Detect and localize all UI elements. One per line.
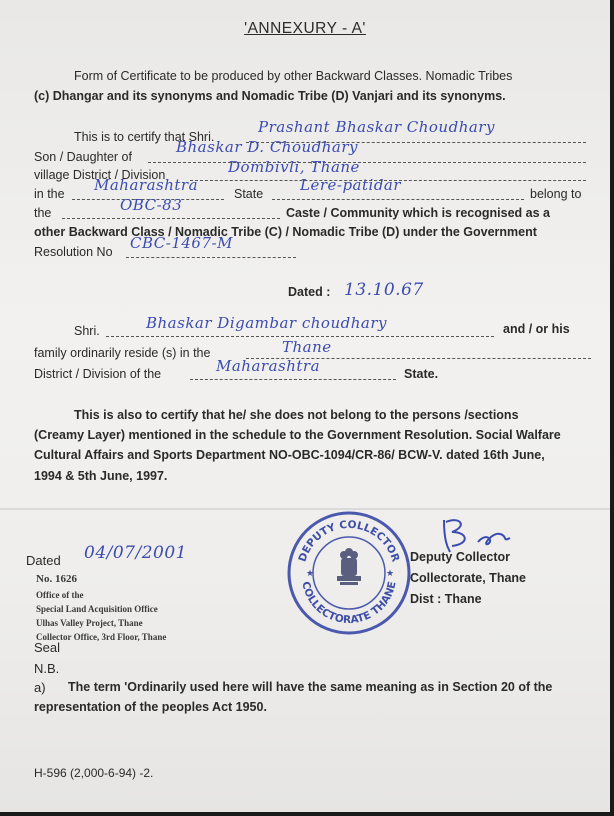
obc-value: OBC-83 [120, 196, 183, 214]
creamy-line-4: 1994 & 5th June, 1997. [34, 469, 168, 483]
residence-shri-value: Bhaskar Digambar choudhary [146, 314, 387, 332]
svg-text:★: ★ [306, 568, 315, 578]
district-label: District / Division of the [34, 367, 162, 381]
office-no: No. 1626 [36, 573, 77, 585]
backward-class-text: other Backward Class / Nomadic Tribe (C) / Nomadic Tribe (D) under the Government [34, 225, 537, 239]
son-daughter-value: Bhaskar D. Choudhary [176, 138, 359, 156]
stamp-bottom-text: COLLECTORATE THANE [299, 580, 399, 627]
shri-value: Prashant Bhaskar Choudhary [258, 118, 495, 136]
nb-item-line-2: representation of the peoples Act 1950. [34, 700, 267, 714]
footer-dated-label: Dated [26, 553, 61, 568]
dated-label: Dated : [288, 285, 331, 299]
office-line-4: Collector Office, 3rd Floor, Thane [36, 632, 167, 642]
office-line-1: Office of the [36, 590, 84, 600]
in-the-label: in the [34, 187, 65, 201]
intro-line-2: (c) Dhangar and its synonyms and Nomadic Tribe (D) Vanjari and its synonyms. [34, 89, 506, 103]
family-reside-label: family ordinarily reside (s) in the [34, 346, 211, 360]
certify-shri-label: This is to certify that Shri. [74, 130, 215, 144]
resolution-line [126, 257, 296, 258]
state-label-2: State. [404, 367, 439, 381]
and-or-his: and / or his [503, 322, 570, 336]
footer-dated-value: 04/07/2001 [84, 543, 187, 563]
in-the-value: Maharashtra [94, 176, 199, 194]
caste-line [272, 199, 524, 200]
emblem-icon [337, 548, 361, 585]
resolution-value: CBC-1467-M [130, 234, 233, 252]
svg-text:★: ★ [386, 568, 395, 578]
family-reside-value: Thane [282, 338, 332, 356]
resolution-label: Resolution No [34, 245, 113, 259]
district-value: Maharashtra [216, 357, 321, 375]
caste-value: Lere-patidar [300, 176, 402, 194]
dated-value: 13.10.67 [344, 280, 424, 300]
form-code: H-596 (2,000-6-94) -2. [34, 766, 154, 780]
son-daughter-label: Son / Daughter of [34, 150, 132, 164]
state-label-1: State [234, 187, 264, 201]
residence-shri-label: Shri. [74, 324, 100, 338]
district-line [190, 379, 396, 380]
village-value: Dombivli, Thane [228, 158, 360, 176]
office-line-3: Ulhas Valley Project, Thane [36, 618, 143, 628]
son-line [148, 162, 586, 163]
creamy-line-1: This is also to certify that he/ she does not belong to the persons /sections [74, 408, 519, 422]
creamy-line-2: (Creamy Layer) mentioned in the schedule to the Government Resolution. Social Walfare [34, 428, 561, 442]
seal-label: Seal [34, 640, 61, 655]
nb-item-marker: a) [34, 680, 46, 695]
signatory-district: Dist : Thane [410, 592, 482, 606]
caste-community-text: Caste / Community which is recognised as a [286, 206, 550, 220]
obc-line [62, 218, 280, 219]
belong-to-label: belong to [530, 187, 582, 201]
svg-text:COLLECTORATE THANE [299, 580, 398, 626]
deputy-collector-stamp [284, 508, 414, 638]
office-line-2: Special Land Acquisition Office [36, 604, 158, 614]
village-label: village District / Division [34, 168, 166, 182]
signatory-office: Collectorate, Thane [410, 571, 526, 585]
signatory-title: Deputy Collector [410, 550, 511, 564]
document-title: 'ANNEXURY - A' [244, 20, 366, 37]
creamy-line-3: Cultural Affairs and Sports Department NO-OBC-1094/CR-86/ BCW-V. dated 16th June, [34, 448, 545, 462]
nb-item-line-1: The term 'Ordinarily used here will have the same meaning as in Section 20 of the [68, 680, 553, 694]
intro-line-1: Form of Certificate to be produced by other Backward Classes. Nomadic Tribes [74, 69, 513, 83]
stamp-top-text: DEPUTY COLLECTOR [296, 518, 402, 564]
nb-label: N.B. [34, 661, 60, 676]
residence-shri-line [106, 336, 494, 337]
the-label: the [34, 206, 52, 220]
